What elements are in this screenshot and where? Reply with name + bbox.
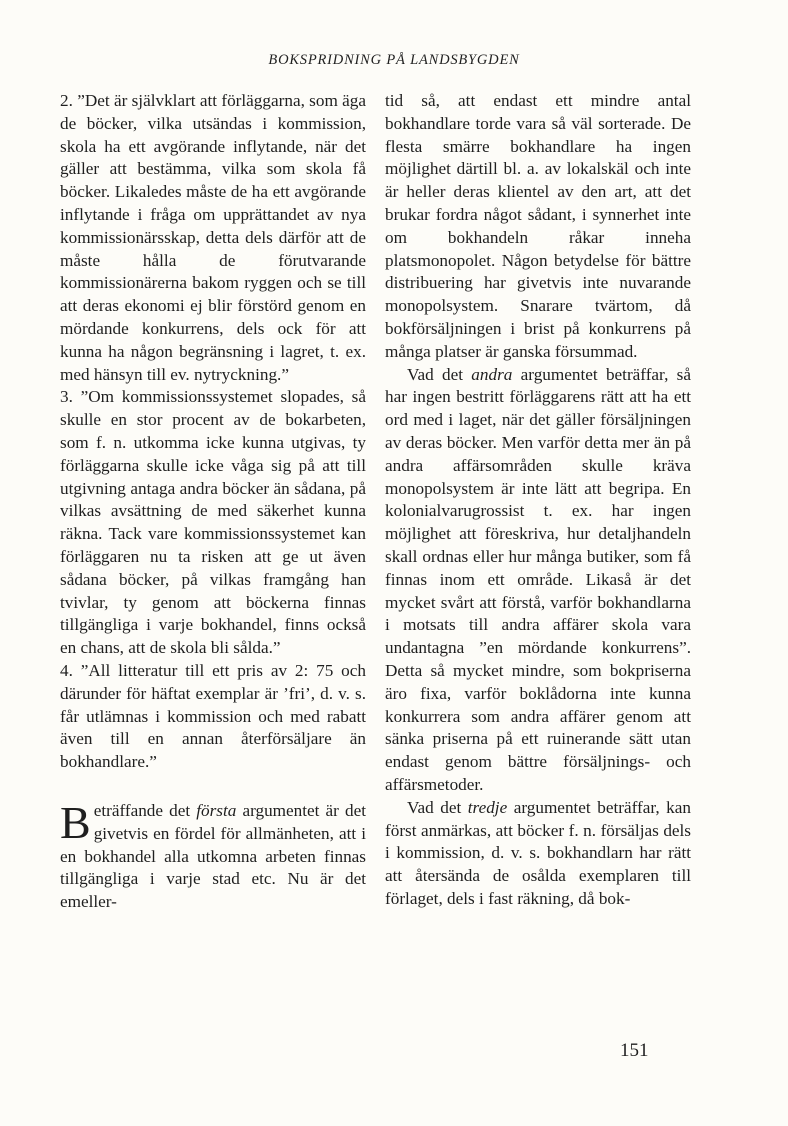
text-run: argumentet är det givetvis en fördel för allmänheten, att i en bokhandel alla utkomna arbeten finnas tillgängliga i varje stad etc. Nu är det emeller-	[60, 800, 366, 912]
paragraph-first-argument	[60, 796, 366, 914]
paragraph-argument-4: 4. ”All litteratur till ett pris av 2: 75 och därunder för häftat exemplar är ’fri’, d. v. s. får utlämnas i kommission och med rabatt även till en annan återförsäljare än bokhandlare.”	[60, 660, 366, 772]
paragraph-continuation: tid så, att endast ett mindre antal bokhandlare torde vara så väl sorterade. De flesta smärre bokhandlare ha ingen möjlighet därtill bl. a. av lokalskäl och inte är heller deras klientel av den art, att det brukar fordra något sådant, i synnerhet inte om bokhandeln råkar inneha platsmonopolet. Någon betydelse för bättre distribuering har givetvis inte nuvarande monopolsystem. Snarare tvärtom, då bokförsäljningen i brist på konkurrens på många platser är ganska försummad.	[385, 91, 691, 361]
left-column	[60, 90, 366, 914]
right-column	[385, 90, 691, 911]
text-run: Vad det	[407, 364, 472, 384]
text-run: Vad det	[407, 797, 468, 817]
text-run: argumentet beträffar, så har ingen bestritt förläggarens rätt att ha ett ord med i laget, när det gäller försäljningen av deras böcker. Men varför detta mer än på andra affärsområden skulle kräva monopolsystem är inte lätt att begripa. En kolonialvarugrossist t. ex. har ingen möjlighet att föreskriva, hur detaljhandeln skall ordnas eller hur många butiker, som få finnas inom ett område. Likaså är det mycket svårt att förstå, varför bokhandlarna i motsats till andra affärer skola vara undantagna ”en mördande konkurrens”. Detta så mycket mindre, som bokpriserna äro fixa, varför boklådorna inte kunna konkurrera som andra affärer genom att sänka priserna på ett ruinerande sätt utan endast genom bättre försäljnings- och affärsmetoder.	[385, 364, 691, 794]
emphasis: tredje	[467, 797, 508, 817]
paragraph-argument-3: 3. ”Om kommissionssystemet slopades, så skulle en stor procent av de bokarbeten, som f. n. utkomma icke kunna utgivas, ty förläggarna skulle icke våga sig på att till utgivning antaga andra böcker än sådana, på vilkas avsättning de med säkerhet kunna räkna. Tack vare kommissionssystemet kan förläggaren nu ta risken att ge ut även sådana böcker, på vilkas framgång han tvivlar, ty genom att böckerna finnas tillgängliga i varje bokhandel, finns också en chans, att de skola bli sålda.”	[60, 387, 366, 658]
paragraph-argument-2: 2. ”Det är självklart att förläggarna, som äga de böcker, vilka utsändas i kommission, skola ha ett avgörande inflytande, när det gäller att bestämma, vilka som skola få böcker. Likaledes måste de ha ett avgörande inflytande i fråga om upprättandet av nya kommissionärsskap, detta dels därför att de måste hålla de förutvarande kommissionärerna bakom ryggen och se till att deras ekonomi ej blir förstörd genom en mördande konkurrens, dels ock för att kunna ha någon begränsning i lagret, t. ex. med hänsyn till ev. nytryckning.”	[60, 91, 366, 384]
paragraph-third-argument	[385, 797, 691, 911]
emphasis: andra	[471, 364, 513, 384]
text-run: argumentet beträffar, kan först anmärkas, att böcker f. n. försäljas dels i kommission, d. v. s. bokhandlarn har rätt att återsända de osålda exemplaren till förlaget, dels i fast räkning, då bok-	[385, 797, 691, 908]
text-run: eträffande det	[93, 800, 197, 820]
drop-cap: B	[60, 796, 91, 848]
emphasis: första	[196, 800, 237, 820]
running-header: BOKSPRIDNING PÅ LANDSBYGDEN	[268, 52, 520, 68]
page-number: 151	[620, 1040, 649, 1061]
paragraph-second-argument	[385, 364, 691, 797]
